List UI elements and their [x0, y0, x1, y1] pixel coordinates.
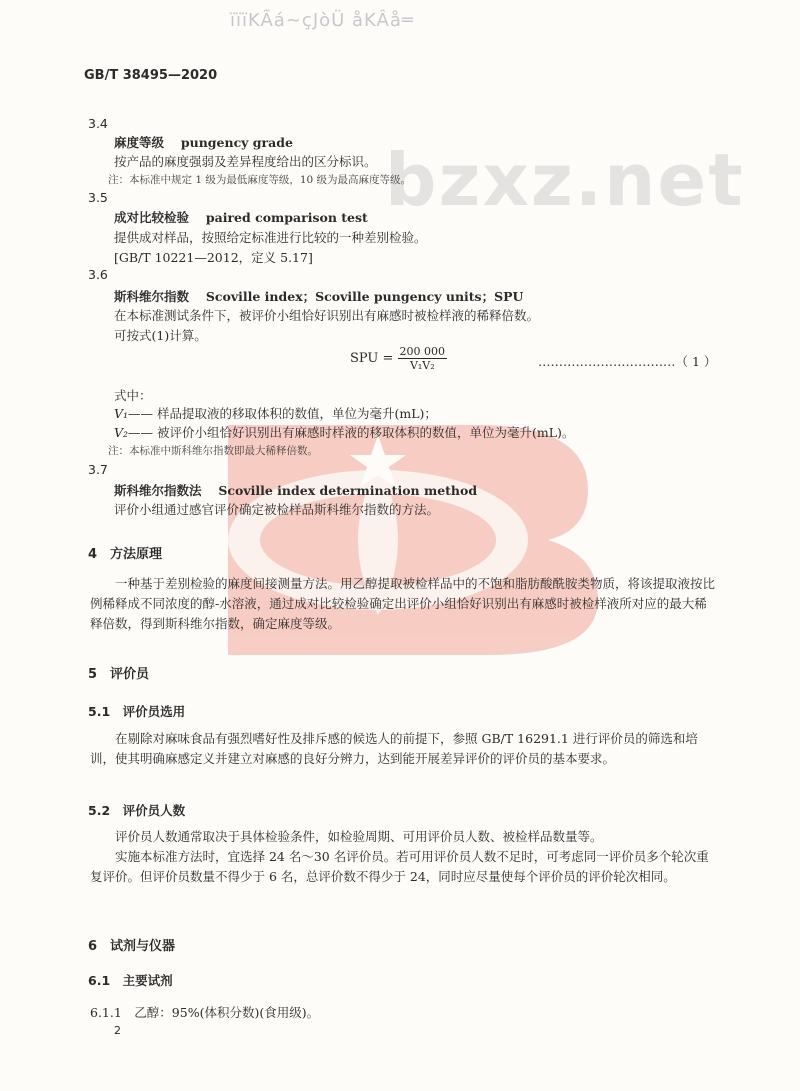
variable-v1	[114, 404, 437, 422]
section-3-5-term	[114, 208, 368, 226]
term-en: Scoville index；Scoville pungency units；SPU	[205, 289, 524, 304]
v2-description: —— 被评价小组恰好识别出有麻感时样液的移取体积的数值，单位为毫升(mL)。	[128, 425, 575, 440]
section-5-1-heading: 5.1 评价员选用	[88, 704, 186, 719]
formula-fraction	[398, 345, 448, 372]
formula-denominator: V₁V₂	[409, 359, 435, 372]
section-5-2-text-a: 评价员人数通常取决于具体检验条件，如检验周期、可用评价员人数、被检样品数量等。	[115, 829, 603, 844]
formula-numerator: 200 000	[399, 345, 446, 358]
formula-number: ……………………………（ 1 ）	[538, 354, 717, 369]
section-3-4-note: 注：本标准中规定 1 级为最低麻度等级，10 级为最高麻度等级。	[108, 174, 412, 186]
page-number: 2	[114, 1024, 121, 1037]
section-5-2-heading: 5.2 评价员人数	[88, 803, 186, 818]
standard-number: GB/T 38495—2020	[84, 68, 218, 83]
section-3-4-number: 3.4	[88, 116, 108, 131]
section-6-heading: 6 试剂与仪器	[88, 939, 176, 954]
v1-symbol: V₁	[114, 406, 129, 421]
section-3-6-note: 注：本标准中斯科维尔指数即最大稀释倍数。	[108, 445, 318, 457]
section-5-heading: 5 评价员	[88, 667, 150, 682]
section-6-1-1-item: 6.1.1 乙醇：95%(体积分数)(食用级)。	[90, 1005, 320, 1020]
section-4-heading: 4 方法原理	[88, 547, 163, 562]
section-3-7-definition: 评价小组通过感官评价确定被检样品斯科维尔指数的方法。	[114, 502, 440, 517]
section-5-2-text-b: 实施本标准方法时，宜选择 24 名～30 名评价员。若可用评价员人数不足时，可考虑同一评价员多个轮次重复评价。但评价员数量不得少于 6 名，总评价数不得少于 24，同时应尽量使每个评价员的评价轮次相同。	[90, 849, 709, 884]
section-3-6-term	[114, 287, 523, 305]
section-3-6-number: 3.6	[88, 267, 108, 282]
section-3-4-term	[114, 133, 293, 151]
watermark-text: bzxz.net	[385, 138, 745, 222]
formula-lhs: SPU =	[350, 351, 394, 366]
section-3-5-number: 3.5	[88, 190, 108, 205]
v2-symbol: V₂	[114, 425, 129, 440]
header-garbled-text: ïïïKÃá~çJòÜ åKÂå═	[230, 10, 414, 31]
section-3-7-number: 3.7	[88, 462, 108, 477]
section-3-7-term	[114, 481, 477, 499]
term-cn: 麻度等级	[114, 135, 165, 150]
term-cn: 成对比较检验	[114, 210, 190, 225]
formula-1	[350, 345, 447, 372]
section-4-text: 一种基于差别检验的麻度间接测量方法。用乙醇提取被检样品中的不饱和脂肪酸酰胺类物质，将该提取液按比例稀释成不同浓度的醇-水溶液，通过成对比较检验确定出评价小组恰好识别出有麻感时被检样液所对应的最大稀释倍数，得到斯科维尔指数，确定麻度等级。	[90, 576, 716, 631]
section-3-5-definition: 提供成对样品，按照给定标准进行比较的一种差别检验。	[114, 230, 427, 245]
section-3-5-reference: [GB/T 10221—2012，定义 5.17]	[114, 250, 313, 265]
term-en: paired comparison test	[205, 210, 368, 225]
term-cn: 斯科维尔指数法	[114, 483, 202, 498]
v1-description: —— 样品提取液的移取体积的数值，单位为毫升(mL)；	[128, 406, 437, 421]
section-3-6-definition: 在本标准测试条件下，被评价小组恰好识别出有麻感时被检样液的稀释倍数。	[114, 308, 540, 323]
term-cn: 斯科维尔指数	[114, 289, 190, 304]
term-en: Scoville index determination method	[218, 483, 478, 498]
variable-v2	[114, 423, 574, 441]
where-label: 式中：	[114, 388, 152, 403]
section-3-6-calc-note: 可按式(1)计算。	[114, 328, 207, 343]
section-6-1-heading: 6.1 主要试剂	[88, 973, 173, 988]
section-5-1-text: 在剔除对麻味食品有强烈嗜好性及排斥感的候选人的前提下，参照 GB/T 16291.1 进行评价员的筛选和培训，使其明确麻感定义并建立对麻感的良好分辨力，达到能开展差异评价的评价员的基本要求。	[90, 731, 698, 766]
section-3-4-definition: 按产品的麻度强弱及差异程度给出的区分标识。	[114, 154, 377, 169]
term-en: pungency grade	[180, 135, 293, 150]
